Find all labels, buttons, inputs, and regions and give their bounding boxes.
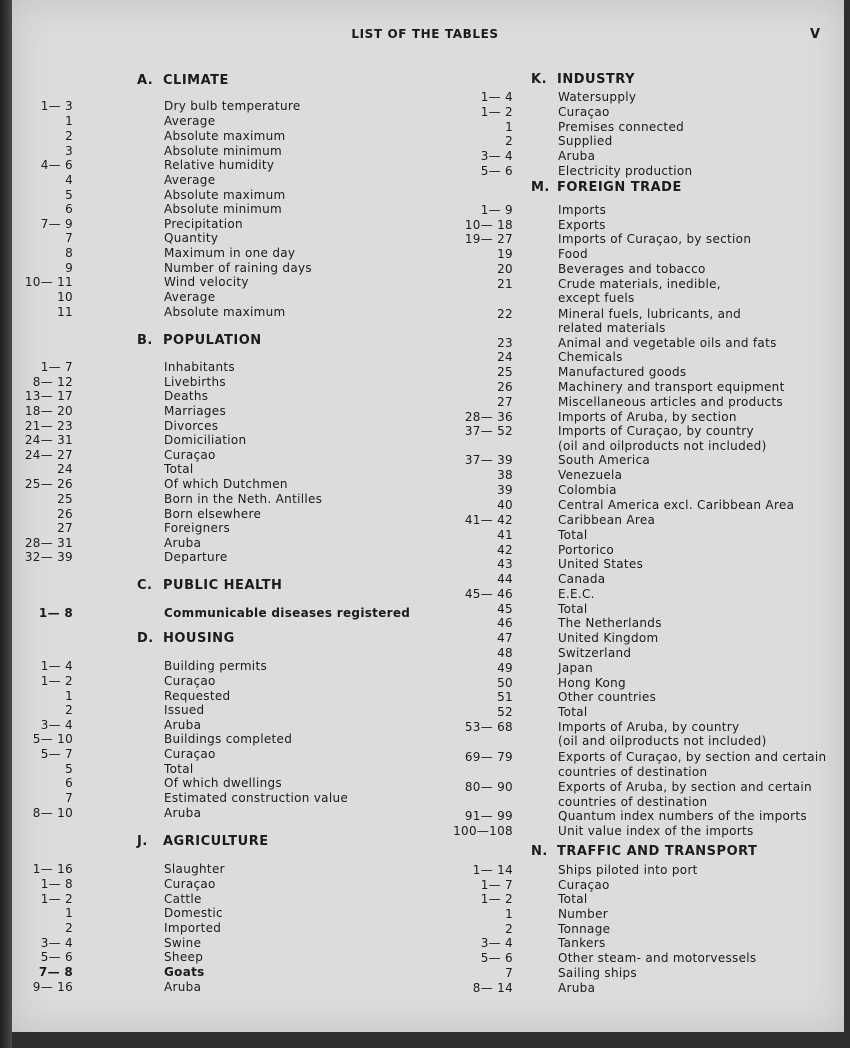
table-number: 22	[497, 307, 513, 321]
section-heading	[137, 578, 282, 593]
table-label: Aruba	[164, 718, 202, 732]
table-label: Domestic	[164, 906, 223, 920]
table-number: 32— 39	[24, 550, 73, 564]
table-label: except fuels	[558, 291, 635, 305]
table-number: 1	[65, 114, 73, 128]
table-number: 37— 39	[464, 453, 513, 467]
table-label: E.E.C.	[558, 587, 595, 601]
table-label: Aruba	[164, 806, 202, 820]
table-number: 45	[497, 602, 513, 616]
table-number: 4	[65, 173, 73, 187]
table-label: Supplied	[558, 134, 613, 148]
section-letter: J.	[137, 834, 148, 849]
table-label: Canada	[558, 572, 606, 586]
table-number: 27	[57, 521, 73, 535]
table-number: 24	[57, 462, 73, 476]
table-label: Imports of Aruba, by country	[558, 720, 740, 734]
table-label: Livebirths	[164, 375, 226, 389]
table-number: 5— 6	[480, 951, 513, 965]
table-number: 24— 31	[24, 433, 73, 447]
table-label: Imports of Curaçao, by section	[558, 232, 752, 246]
table-number: 18— 20	[24, 404, 73, 418]
table-number: 1— 2	[480, 105, 513, 119]
table-label: Of which Dutchmen	[164, 477, 288, 491]
table-number: 100—108	[453, 824, 513, 838]
table-number: 5	[65, 188, 73, 202]
table-number: 1	[65, 689, 73, 703]
section-letter: M.	[531, 180, 550, 195]
table-number: 40	[497, 498, 513, 512]
table-label: Tonnage	[558, 922, 611, 936]
table-number: 1— 4	[40, 659, 73, 673]
table-number: 1— 8	[38, 606, 73, 620]
table-label: Beverages and tobacco	[558, 262, 706, 276]
page-title: LIST OF THE TABLES	[351, 27, 499, 41]
table-label: (oil and oilproducts not included)	[558, 439, 767, 453]
table-label: Colombia	[558, 483, 617, 497]
table-label: Aruba	[558, 149, 596, 163]
table-number: 26	[497, 380, 513, 394]
table-number: 6	[65, 776, 73, 790]
table-number: 48	[497, 646, 513, 660]
table-number: 5— 6	[40, 950, 73, 964]
section-heading	[531, 180, 682, 195]
table-number: 80— 90	[464, 780, 513, 794]
table-number: 10— 18	[464, 218, 513, 232]
table-label: Imported	[164, 921, 222, 935]
section-title: INDUSTRY	[557, 72, 636, 87]
table-label: Curaçao	[558, 878, 610, 892]
table-label: Tankers	[558, 936, 606, 950]
table-number: 10— 11	[24, 275, 73, 289]
table-label: Foreigners	[164, 521, 230, 535]
table-number: 25	[497, 365, 513, 379]
section-title: POPULATION	[163, 333, 262, 348]
table-label: Communicable diseases registered	[164, 606, 411, 620]
table-number: 69— 79	[464, 750, 513, 764]
table-number: 8— 14	[472, 981, 513, 995]
table-label: Buildings completed	[164, 732, 293, 746]
table-label: Imports of Aruba, by section	[558, 410, 737, 424]
table-label: Caribbean Area	[558, 513, 656, 527]
table-label: Curaçao	[164, 877, 216, 891]
section-title: FOREIGN TRADE	[557, 180, 682, 195]
table-label: Quantity	[164, 231, 219, 245]
table-label: Sheep	[164, 950, 204, 964]
table-number: 2	[505, 922, 513, 936]
table-label: Aruba	[164, 536, 202, 550]
table-label: Total	[558, 602, 588, 616]
table-label: Precipitation	[164, 217, 243, 231]
table-label: Manufactured goods	[558, 365, 687, 379]
table-number: 13— 17	[24, 389, 73, 403]
section-letter: K.	[531, 72, 548, 87]
table-label: The Netherlands	[558, 616, 662, 630]
table-label: Cattle	[164, 892, 202, 906]
table-label: Issued	[164, 703, 205, 717]
table-label: Aruba	[164, 980, 202, 994]
section-heading	[531, 844, 757, 859]
table-label: Imports	[558, 203, 607, 217]
table-number: 4— 6	[40, 158, 73, 172]
table-label: Animal and vegetable oils and fats	[558, 336, 777, 350]
table-label: Switzerland	[558, 646, 632, 660]
table-number: 7	[65, 231, 73, 245]
table-number: 3— 4	[40, 936, 73, 950]
table-label: Marriages	[164, 404, 227, 418]
table-label: Of which dwellings	[164, 776, 282, 790]
table-number: 7	[505, 966, 513, 980]
table-label: Curaçao	[164, 448, 216, 462]
page-number: V	[809, 27, 820, 42]
section-title: PUBLIC HEALTH	[163, 578, 283, 593]
table-label: Building permits	[164, 659, 267, 673]
table-label: (oil and oilproducts not included)	[558, 734, 767, 748]
table-label: Deaths	[164, 389, 209, 403]
table-label: Requested	[164, 689, 231, 703]
table-number: 39	[497, 483, 513, 497]
table-label: Total	[558, 528, 588, 542]
table-label: Chemicals	[558, 350, 623, 364]
table-label: Wind velocity	[164, 275, 249, 289]
table-number: 41— 42	[464, 513, 513, 527]
table-label: Total	[164, 462, 194, 476]
table-number: 2	[65, 129, 73, 143]
table-label: Ships piloted into port	[558, 863, 698, 877]
table-label: Absolute minimum	[164, 144, 283, 158]
table-number: 7	[65, 791, 73, 805]
table-number: 1— 2	[40, 892, 73, 906]
table-number: 3— 4	[40, 718, 73, 732]
table-label: Curaçao	[164, 674, 216, 688]
table-number: 9	[65, 261, 73, 275]
table-number: 47	[497, 631, 513, 645]
table-label: Absolute maximum	[164, 188, 286, 202]
table-label: Food	[558, 247, 588, 261]
table-number: 38	[497, 468, 513, 482]
table-number: 8— 10	[32, 806, 73, 820]
table-number: 1— 4	[480, 90, 513, 104]
table-number: 1	[505, 120, 513, 134]
table-number: 1— 7	[40, 360, 73, 374]
table-label: Imports of Curaçao, by country	[558, 424, 754, 438]
table-label: Portorico	[558, 543, 615, 557]
section-heading	[137, 631, 235, 646]
section-heading	[137, 333, 262, 348]
section-title: TRAFFIC AND TRANSPORT	[557, 844, 758, 859]
table-number: 91— 99	[464, 809, 513, 823]
table-label: Departure	[164, 550, 228, 564]
table-label: Exports of Aruba, by section and certain	[558, 780, 812, 794]
table-label: Aruba	[558, 981, 596, 995]
table-number: 2	[65, 703, 73, 717]
table-label: Other steam- and motorvessels	[558, 951, 757, 965]
table-number: 46	[497, 616, 513, 630]
table-label: Absolute minimum	[164, 202, 283, 216]
table-label: Absolute maximum	[164, 305, 286, 319]
table-label: countries of destination	[558, 765, 708, 779]
table-number: 6	[65, 202, 73, 216]
table-label: countries of destination	[558, 795, 708, 809]
table-number: 28— 36	[464, 410, 513, 424]
section-letter: B.	[137, 333, 153, 348]
table-number: 1	[505, 907, 513, 921]
table-number: 1— 14	[472, 863, 513, 877]
table-number: 20	[497, 262, 513, 276]
table-label: Crude materials, inedible,	[558, 277, 721, 291]
table-number: 24— 27	[24, 448, 73, 462]
section-letter: D.	[137, 631, 154, 646]
table-number: 1	[65, 906, 73, 920]
section-letter: C.	[137, 578, 153, 593]
table-number: 51	[497, 690, 513, 704]
table-label: United States	[558, 557, 644, 571]
table-label: Electricity production	[558, 164, 693, 178]
table-label: Total	[164, 762, 194, 776]
table-label: Born in the Neth. Antilles	[164, 492, 323, 506]
table-number: 21	[497, 277, 513, 291]
section-title: CLIMATE	[163, 73, 229, 88]
table-label: Dry bulb temperature	[164, 99, 301, 113]
table-number: 2	[505, 134, 513, 148]
table-number: 5	[65, 762, 73, 776]
table-number: 10	[57, 290, 73, 304]
table-number: 9— 16	[32, 980, 73, 994]
table-number: 28— 31	[24, 536, 73, 550]
section-heading	[137, 834, 269, 849]
table-number: 49	[497, 661, 513, 675]
table-number: 5— 10	[32, 732, 73, 746]
table-number: 3— 4	[480, 149, 513, 163]
table-number: 8	[65, 246, 73, 260]
table-label: Absolute maximum	[164, 129, 286, 143]
table-number: 24	[497, 350, 513, 364]
section-title: AGRICULTURE	[163, 834, 269, 849]
table-label: Curaçao	[164, 747, 216, 761]
table-label: Exports of Curaçao, by section and certain	[558, 750, 827, 764]
table-number: 5— 6	[480, 164, 513, 178]
table-label: Swine	[164, 936, 202, 950]
table-number: 3	[65, 144, 73, 158]
table-number: 44	[497, 572, 513, 586]
table-number: 1— 2	[480, 892, 513, 906]
table-label: South America	[558, 453, 651, 467]
table-label: Slaughter	[164, 862, 225, 876]
table-label: Inhabitants	[164, 360, 235, 374]
table-label: Sailing ships	[558, 966, 637, 980]
section-heading	[137, 73, 229, 88]
table-number: 3— 4	[480, 936, 513, 950]
table-label: Machinery and transport equipment	[558, 380, 785, 394]
table-number: 1— 2	[40, 674, 73, 688]
table-number: 7— 8	[38, 965, 73, 979]
table-number: 1— 3	[40, 99, 73, 113]
table-label: Average	[164, 114, 216, 128]
table-number: 50	[497, 676, 513, 690]
table-number: 1— 8	[40, 877, 73, 891]
section-letter: A.	[137, 73, 154, 88]
table-label: Central America excl. Caribbean Area	[558, 498, 795, 512]
table-number: 7— 9	[40, 217, 73, 231]
table-label: Curaçao	[558, 105, 610, 119]
table-label: Mineral fuels, lubricants, and	[558, 307, 742, 321]
table-label: Maximum in one day	[164, 246, 296, 260]
table-label: Unit value index of the imports	[558, 824, 754, 838]
table-label: Other countries	[558, 690, 657, 704]
table-number: 23	[497, 336, 513, 350]
table-number: 19	[497, 247, 513, 261]
table-number: 11	[57, 305, 73, 319]
table-label: Premises connected	[558, 120, 685, 134]
table-number: 42	[497, 543, 513, 557]
table-label: Average	[164, 173, 216, 187]
table-label: Relative humidity	[164, 158, 275, 172]
table-number: 1— 16	[32, 862, 73, 876]
table-number: 19— 27	[464, 232, 513, 246]
table-number: 41	[497, 528, 513, 542]
table-number: 5— 7	[40, 747, 73, 761]
table-number: 43	[497, 557, 513, 571]
table-label: United Kingdom	[558, 631, 659, 645]
table-number: 21— 23	[24, 419, 73, 433]
table-label: Born elsewhere	[164, 507, 262, 521]
table-number: 53— 68	[464, 720, 513, 734]
table-number: 1— 9	[480, 203, 513, 217]
table-number: 25	[57, 492, 73, 506]
table-label: related materials	[558, 321, 666, 335]
table-label: Number	[558, 907, 609, 921]
section-heading	[531, 72, 635, 87]
section-title: HOUSING	[163, 631, 235, 646]
table-number: 1— 7	[480, 878, 513, 892]
table-label: Venezuela	[558, 468, 623, 482]
table-label: Goats	[164, 965, 205, 979]
table-number: 8— 12	[32, 375, 73, 389]
table-number: 45— 46	[464, 587, 513, 601]
table-label: Total	[558, 705, 588, 719]
table-number: 26	[57, 507, 73, 521]
table-number: 2	[65, 921, 73, 935]
table-label: Miscellaneous articles and products	[558, 395, 783, 409]
table-number: 27	[497, 395, 513, 409]
table-label: Domiciliation	[164, 433, 247, 447]
table-label: Divorces	[164, 419, 219, 433]
table-label: Total	[558, 892, 588, 906]
table-number: 52	[497, 705, 513, 719]
table-number: 37— 52	[464, 424, 513, 438]
table-label: Exports	[558, 218, 606, 232]
table-number: 25— 26	[24, 477, 73, 491]
table-label: Average	[164, 290, 216, 304]
table-label: Watersupply	[558, 90, 637, 104]
table-label: Japan	[558, 661, 593, 675]
table-label: Quantum index numbers of the imports	[558, 809, 807, 823]
table-label: Estimated construction value	[164, 791, 349, 805]
table-label: Hong Kong	[558, 676, 626, 690]
table-label: Number of raining days	[164, 261, 312, 275]
section-letter: N.	[531, 844, 548, 859]
